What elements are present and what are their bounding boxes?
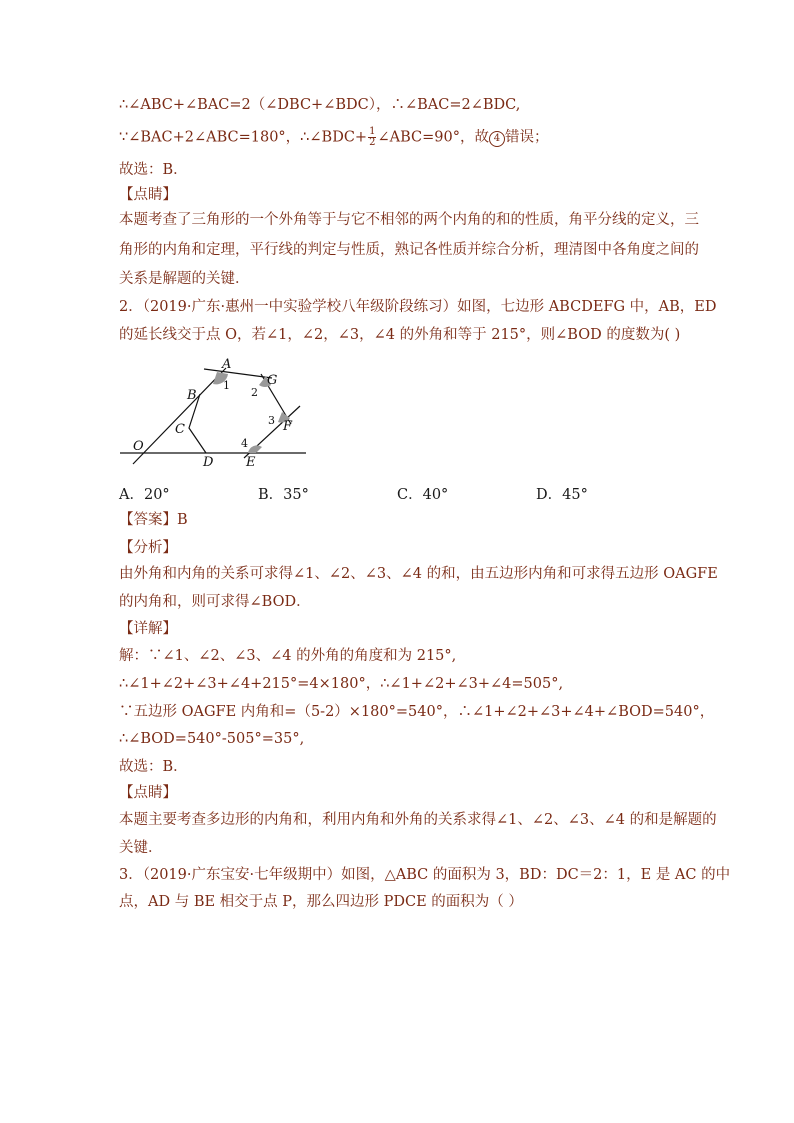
angle-mark-4 [248,445,262,453]
prev-choose: 故选：B． [119,162,188,178]
q2-detail-line-1: 解：∵∠1、∠2、∠3、∠4 的外角的角度和为 215°, [119,648,457,664]
prev-solution-text: 错误； [504,129,549,146]
q2-comment-tag: 【点睛】 [119,785,177,801]
q2-analysis-line-1: 由外角和内角的关系可求得∠1、∠2、∠3、∠4 的和，由五边形内角和可求得五边形 OAGFE [119,566,718,582]
prev-comment-tag: 【点睛】 [119,187,177,203]
label-B: B [187,388,197,403]
q2-option-c: C．40° [397,487,449,503]
prev-solution-text: ∴∠ABC+∠BAC=2（∠DBC+∠BDC），∴∠BAC=2∠BDC, [119,97,521,113]
prev-solution-text: ∠ABC=90°，故 [377,129,489,146]
q2-option-d: D．45° [536,487,588,503]
fraction-half [368,127,376,148]
q2-analysis-line-2: 的内角和，则可求得∠BOD． [119,594,311,610]
q2-detail-line-4: ∴∠BOD=540°-505°=35°, [119,731,305,747]
heptagon-figure [116,356,310,472]
q3-stem-line-2: 点，AD 与 BE 相交于点 P，那么四边形 PDCE 的面积为（ ） [119,894,523,910]
prev-solution-line-1 [119,95,520,115]
q2-stem-line-2: 的延长线交于点 O，若∠1，∠2，∠3，∠4 的外角和等于 215°，则∠BOD 的度数为( ) [119,327,681,343]
label-E: E [246,455,256,470]
prev-solution-line-2 [119,127,548,148]
q2-answer: 【答案】B [119,512,188,528]
q2-detail-tag: 【详解】 [119,621,177,637]
q2-comment-line-2: 关键． [119,840,163,856]
prev-solution-text: ∵∠BAC+2∠ABC=180°，∴∠BDC+ [119,129,368,146]
label-G: G [267,373,278,388]
prev-comment-line-2: 角形的内角和定理，平行线的判定与性质，熟记各性质并综合分析，理清图中各角度之间的 [119,242,699,258]
label-angle-1: 1 [223,379,230,392]
fraction-numerator: 1 [369,126,376,137]
q2-option-a: A．20° [119,487,170,503]
prev-comment-line-1: 本题考查了三角形的一个外角等于与它不相邻的两个内角的和的性质，角平分线的定义，三 [119,212,699,228]
q2-detail-line-3: ∵五边形 OAGFE 内角和=（5-2）×180°=540°，∴∠1+∠2+∠3+∠4+∠BOD=540°， [119,704,715,720]
label-angle-2: 2 [251,386,258,399]
q2-comment-line-1: 本题主要考查多边形的内角和，利用内角和外角的关系求得∠1、∠2、∠3、∠4 的和是解题的 [119,812,717,828]
q2-detail-line-2: ∴∠1+∠2+∠3+∠4+215°=4×180°，∴∠1+∠2+∠3+∠4=505°, [119,676,564,692]
fraction-denominator: 2 [369,137,376,148]
q2-choose: 故选：B． [119,759,188,775]
label-angle-3: 3 [268,414,275,427]
q2-option-b: B．35° [258,487,309,503]
label-C: C [175,422,185,437]
label-A: A [222,357,232,372]
label-D: D [203,455,214,470]
q3-stem-line-1: 3．（2019·广东宝安·七年级期中）如图，△ABC 的面积为 3，BD：DC＝2：1，E 是 AC 的中 [119,867,731,883]
label-O: O [133,439,144,454]
label-F: F [283,419,293,434]
label-angle-4: 4 [241,437,248,450]
q2-analysis-tag: 【分析】 [119,540,177,556]
circled-number: 4 [489,131,505,147]
q2-stem-line-1: 2．（2019·广东·惠州一中实验学校八年级阶段练习）如图，七边形 ABCDEFG 中，AB，ED [119,299,717,315]
prev-comment-line-3: 关系是解题的关键． [119,271,250,287]
